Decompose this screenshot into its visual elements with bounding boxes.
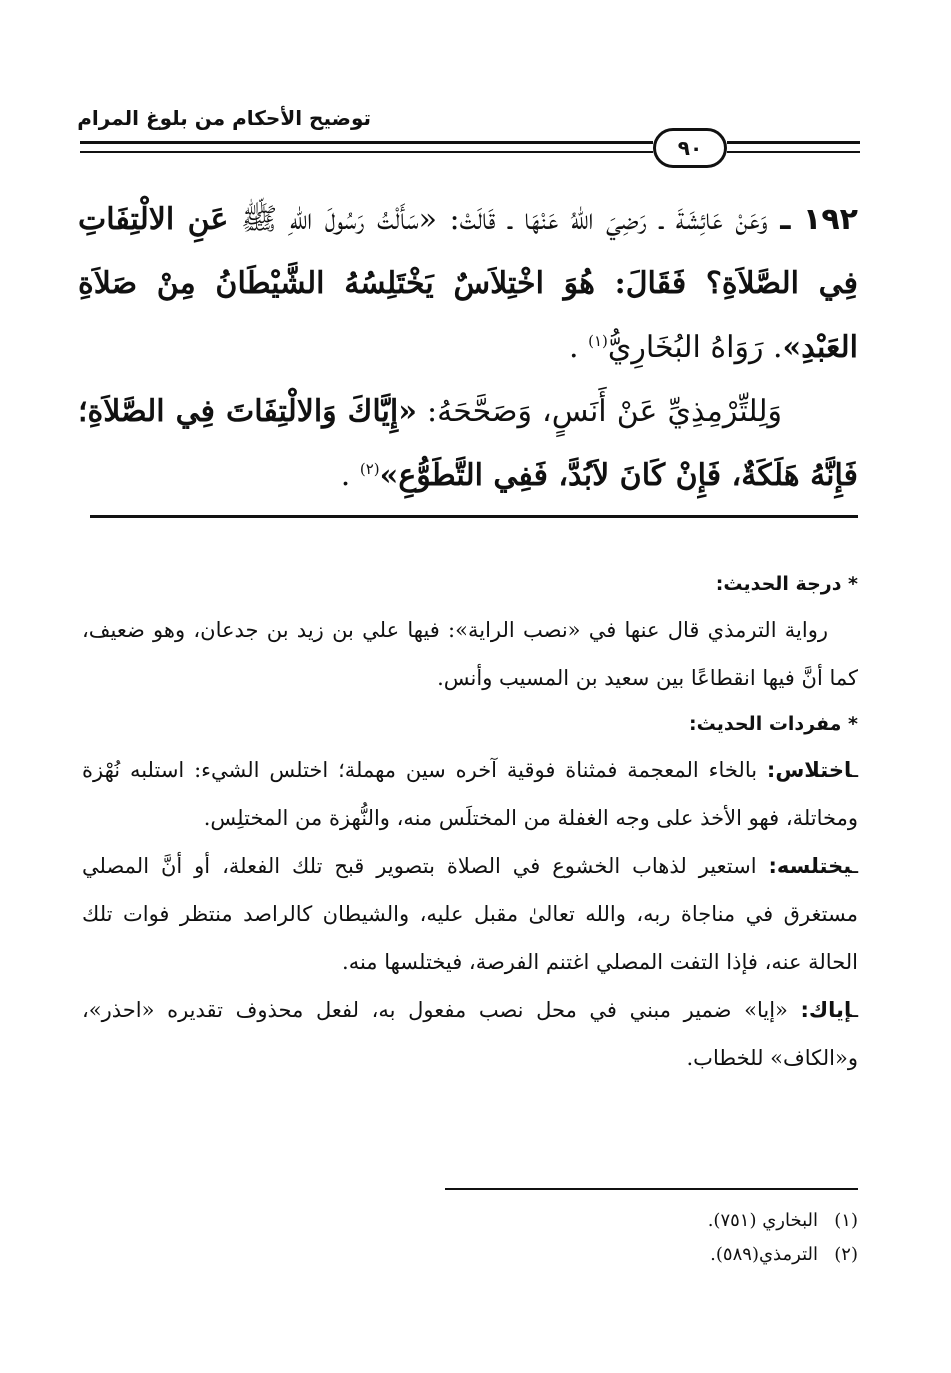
hadith-narration: وَعَنْ عَائِشَةَ ـ رَضِيَ اللهُ عَنْهَا ـ قَالَتْ: «سَأَلْتُ رَسُولَ اللهِ ﷺ: [240, 202, 768, 237]
hadith-source: . رَوَاهُ البُخَارِيُّ: [607, 330, 783, 365]
vocab-term: يختلسه:: [768, 854, 852, 878]
vocab-term: اختلاس:: [766, 758, 852, 782]
running-title: توضيح الأحكام من بلوغ المرام: [77, 106, 371, 130]
footnote-ref-2[interactable]: (٢): [359, 460, 380, 478]
footnote-number: (٢): [834, 1244, 858, 1265]
vocab-entry-yakhtalisuhu: [82, 842, 858, 986]
header-rule-top: [80, 141, 653, 144]
vocab-definition: استعير لذهاب الخشوع في الصلاة بتصوير قبح تلك الفعلة، أو أنَّ المصلي مستغرق في مناجاة ربه، والله تعالىٰ مقبل عليه، والشيطان كالراصد منتظر فوات تلك الحالة عنه، فإذا التفت المصلي اغتنم الفرصة، فيختلسها منه.: [82, 854, 858, 974]
vocab-entry-iyyaka: [82, 986, 858, 1082]
vocab-heading: * مفردات الحديث:: [689, 713, 858, 735]
footnote-number: (١): [834, 1210, 858, 1231]
footnote-text: الترمذي(٥٨٩).: [710, 1244, 818, 1265]
hadith-matn: عَنِ الالْتِفَاتِ فِي الصَّلاَةِ؟ فَقَالَ: هُوَ اخْتِلاَسٌ يَخْتَلِسُهُ الشَّيْطَانُ مِنْ صَلاَةِ العَبْدِ»: [78, 202, 858, 365]
hadith-number-dash: ـ: [780, 202, 791, 237]
footnotes: [82, 1204, 858, 1272]
vocab-definition: بالخاء المعجمة فمثناة فوقية آخره سين مهملة؛ اختلس الشيء: استلبه نُهْزة ومخاتلة، فهو الأخذ على وجه الغفلة من المختلَس منه، والنُّهزة من المختلِس.: [82, 758, 858, 830]
section-divider: [90, 515, 858, 518]
hadith-second-end-mark: .: [340, 458, 351, 493]
header-rule-top-right: [727, 141, 860, 144]
hadith-block: [78, 188, 858, 508]
commentary-block: [82, 562, 858, 1082]
header-rule-bottom-right: [727, 151, 860, 153]
page-number: ٩٠: [653, 128, 727, 168]
footnote-ref-1[interactable]: (١): [588, 332, 608, 350]
hadith-second-narration: وَلِلتِّرْمِذِيِّ عَنْ أَنَسٍ، وَصَحَّحَهُ:: [427, 394, 782, 429]
hadith-number: ١٩٢: [803, 202, 858, 237]
vocab-definition: «إيا» ضمير مبني في محل نصب مفعول به، لفعل محذوف تقديره «احذر»، و«الكاف» للخطاب.: [82, 998, 858, 1070]
footnote-1: [82, 1204, 858, 1238]
footnote-separator: [445, 1188, 858, 1190]
hadith-paragraph-1: [78, 188, 858, 380]
vocab-entry-ikhtilas: [82, 746, 858, 842]
hadith-paragraph-2: [78, 380, 858, 508]
vocab-bullet: ـ: [851, 758, 858, 782]
footnote-text: البخاري (٧٥١).: [707, 1210, 818, 1231]
grade-text: رواية الترمذي قال عنها في «نصب الراية»: فيها علي بن زيد بن جدعان، وهو ضعيف، كما أنَّ فيها انقطاعًا بين سعيد بن المسيب وأنس.: [82, 618, 858, 690]
vocab-bullet: ـ: [851, 854, 858, 878]
vocab-bullet: ـ: [851, 998, 858, 1022]
hadith-second-matn: «إِيَّاكَ وَالالْتِفَاتَ فِي الصَّلاَةِ؛ فَإِنَّهُ هَلَكَةٌ، فَإِنْ كَانَ لاَبُدَّ، فَفِي التَّطَوُّعِ»: [78, 394, 858, 493]
hadith-end-mark: .: [568, 330, 579, 365]
vocab-term: إياك:: [800, 998, 852, 1022]
grade-heading: * درجة الحديث:: [715, 573, 858, 595]
header-rule-bottom: [80, 151, 653, 153]
footnote-2: [82, 1238, 858, 1272]
